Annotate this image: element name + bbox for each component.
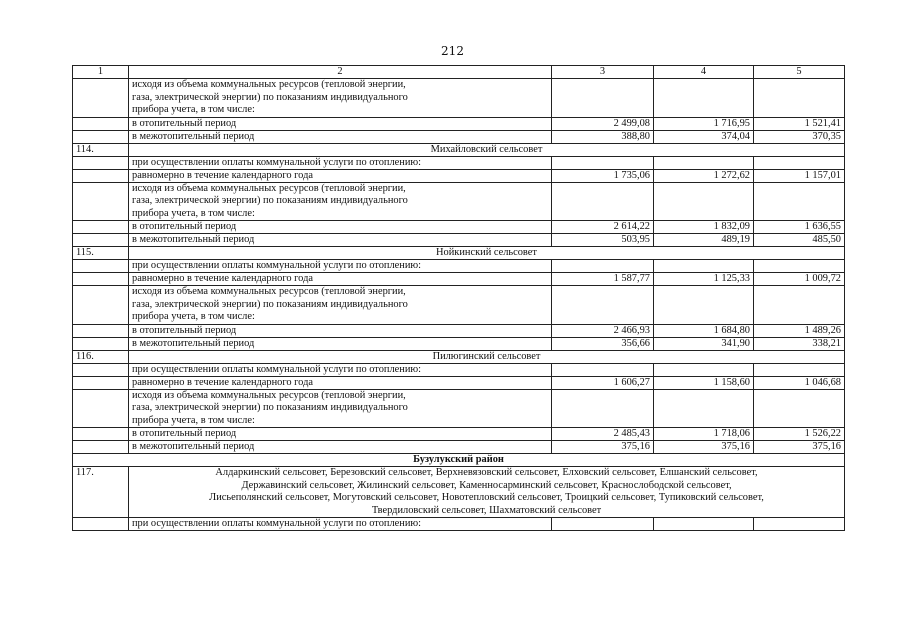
value-cell: 1 735,06 (552, 169, 654, 182)
header-cell-4: 4 (654, 66, 754, 79)
table-row (73, 273, 845, 286)
value-cell: 1 684,80 (654, 324, 754, 337)
header-cell-5: 5 (754, 66, 845, 79)
heating-label: в отопительный период (129, 221, 552, 234)
value-cell: 1 521,41 (754, 117, 845, 130)
heating-label: в отопительный период (129, 324, 552, 337)
header-cell-3: 3 (552, 66, 654, 79)
heating-label: в отопительный период (129, 428, 552, 441)
meter-description: исходя из объема коммунальных ресурсов (тепловой энергии, газа, электрической энергии) по показаниям индивидуального прибора учета, в том числе: (129, 389, 552, 428)
even-label: равномерно в течение календарного года (129, 273, 552, 286)
table-row (73, 169, 845, 182)
value-cell: 1 157,01 (754, 169, 845, 182)
settlement-header-row (73, 350, 845, 363)
value-cell: 2 499,08 (552, 117, 654, 130)
settlement-name: Нойкинский сельсовет (129, 247, 845, 260)
payment-label: при осуществлении оплаты коммунальной услуги по отоплению: (129, 518, 552, 531)
value-cell: 1 636,55 (754, 221, 845, 234)
settlement-list: Алдаркинский сельсовет, Березовский сельсовет, Верхневязовский сельсовет, Елховский сельсовет, Елшанский сельсовет, Державинский сельсовет, Жилинский сельсовет, Каменносарминский сельсовет, Краснослободской сельсовет, Лисьеполянский сельсовет, Могутовский сельсовет, Новотепловский сельсовет, Троицкий сельсовет, Тупиковский сельсовет, Твердиловский сельсовет, Шахматовский сельсовет (129, 467, 845, 518)
nonheating-label: в межотопительный период (129, 337, 552, 350)
value-cell: 375,16 (552, 441, 654, 454)
payment-label: при осуществлении оплаты коммунальной услуги по отоплению: (129, 363, 552, 376)
value-cell: 503,95 (552, 234, 654, 247)
value-cell: 1 489,26 (754, 324, 845, 337)
nonheating-label: в межотопительный период (129, 130, 552, 143)
value-cell: 1 606,27 (552, 376, 654, 389)
value-cell: 489,19 (654, 234, 754, 247)
tariff-table (72, 65, 845, 531)
payment-label: при осуществлении оплаты коммунальной услуги по отоплению: (129, 260, 552, 273)
header-cell-2: 2 (129, 66, 552, 79)
value-cell: 388,80 (552, 130, 654, 143)
value-cell: 370,35 (754, 130, 845, 143)
table-row (73, 363, 845, 376)
meter-description: исходя из объема коммунальных ресурсов (тепловой энергии, газа, электрической энергии) по показаниям индивидуального прибора учета, в том числе: (129, 286, 552, 325)
value-cell: 1 125,33 (654, 273, 754, 286)
row-index: 115. (73, 247, 129, 260)
district-row (73, 454, 845, 467)
table-row (73, 286, 845, 325)
even-label: равномерно в течение календарного года (129, 376, 552, 389)
district-name: Бузулукский район (73, 454, 845, 467)
table-row (73, 130, 845, 143)
table-row (73, 441, 845, 454)
even-label: равномерно в течение календарного года (129, 169, 552, 182)
table-row (73, 428, 845, 441)
table-row (73, 389, 845, 428)
value-cell: 1 587,77 (552, 273, 654, 286)
value-cell: 2 466,93 (552, 324, 654, 337)
settlement-name: Михайловский сельсовет (129, 143, 845, 156)
page-number: 212 (441, 44, 464, 58)
header-cell-1: 1 (73, 66, 129, 79)
nonheating-label: в межотопительный период (129, 234, 552, 247)
value-cell: 2 485,43 (552, 428, 654, 441)
meter-description: исходя из объема коммунальных ресурсов (тепловой энергии, газа, электрической энергии) по показаниям индивидуального прибора учета, в том числе: (129, 182, 552, 221)
value-cell: 1 718,06 (654, 428, 754, 441)
value-cell: 1 832,09 (654, 221, 754, 234)
table-row (73, 79, 845, 118)
table-row (73, 182, 845, 221)
value-cell: 1 046,68 (754, 376, 845, 389)
settlement-header-row (73, 143, 845, 156)
row-index: 116. (73, 350, 129, 363)
table-row (73, 376, 845, 389)
value-cell: 338,21 (754, 337, 845, 350)
settlement-header-row (73, 467, 845, 518)
table-row (73, 117, 845, 130)
table-row (73, 260, 845, 273)
payment-label: при осуществлении оплаты коммунальной услуги по отоплению: (129, 156, 552, 169)
header-row (73, 66, 845, 79)
meter-description: исходя из объема коммунальных ресурсов (тепловой энергии, газа, электрической энергии) по показаниям индивидуального прибора учета, в том числе: (129, 79, 552, 118)
table-row (73, 234, 845, 247)
settlement-header-row (73, 247, 845, 260)
table-row (73, 156, 845, 169)
table-row (73, 518, 845, 531)
value-cell: 1 009,72 (754, 273, 845, 286)
table-row (73, 324, 845, 337)
table-row (73, 221, 845, 234)
value-cell: 2 614,22 (552, 221, 654, 234)
table-row (73, 337, 845, 350)
value-cell: 356,66 (552, 337, 654, 350)
heating-label: в отопительный период (129, 117, 552, 130)
value-cell: 1 526,22 (754, 428, 845, 441)
value-cell: 485,50 (754, 234, 845, 247)
value-cell: 341,90 (654, 337, 754, 350)
value-cell: 375,16 (754, 441, 845, 454)
value-cell: 374,04 (654, 130, 754, 143)
nonheating-label: в межотопительный период (129, 441, 552, 454)
row-index: 117. (73, 467, 129, 518)
row-index: 114. (73, 143, 129, 156)
value-cell: 1 716,95 (654, 117, 754, 130)
settlement-name: Пилюгинский сельсовет (129, 350, 845, 363)
value-cell: 375,16 (654, 441, 754, 454)
value-cell: 1 158,60 (654, 376, 754, 389)
value-cell: 1 272,62 (654, 169, 754, 182)
